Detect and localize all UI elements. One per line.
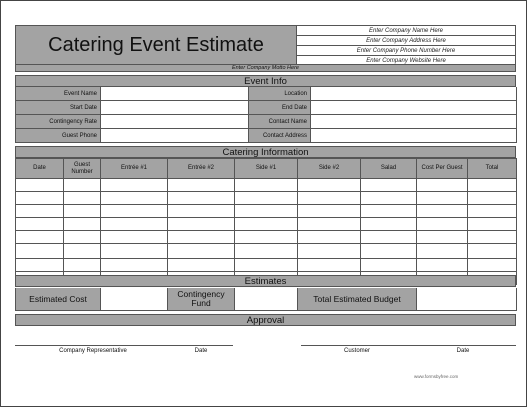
table-cell[interactable] [235,205,298,218]
contact-name-field[interactable] [311,115,517,129]
table-cell[interactable] [361,205,417,218]
table-cell[interactable] [16,179,64,192]
column-header: Entrée #1 [101,159,168,179]
table-cell[interactable] [16,259,64,272]
catering-info-heading: Catering Information [15,146,516,158]
contact-name-label: Contact Name [249,115,311,129]
table-cell[interactable] [101,259,168,272]
table-cell[interactable] [101,192,168,205]
column-header: Salad [361,159,417,179]
table-cell[interactable] [417,192,468,205]
representative-label: Company Representative [59,348,127,354]
table-cell[interactable] [101,231,168,244]
table-cell[interactable] [16,244,64,259]
table-cell[interactable] [168,205,235,218]
guest-phone-field[interactable] [101,129,249,143]
estimated-cost-field[interactable] [101,288,168,311]
footer-url: www.formsbyfree.com [414,374,459,379]
company-address-field[interactable]: Enter Company Address Here [297,36,515,46]
representative-date-label: Date [194,348,208,354]
table-cell[interactable] [16,231,64,244]
table-cell[interactable] [468,231,517,244]
table-cell[interactable] [417,179,468,192]
contingency-fund-label: Contingency Fund [168,288,235,311]
table-cell[interactable] [101,218,168,231]
table-row [16,218,517,231]
contact-address-label: Contact Address [249,129,311,143]
table-cell[interactable] [468,205,517,218]
location-field[interactable] [311,87,517,101]
event-name-label: Event Name [16,87,101,101]
total-budget-label: Total Estimated Budget [298,288,417,311]
company-info [297,25,516,65]
table-cell[interactable] [235,244,298,259]
table-cell[interactable] [417,259,468,272]
table-cell[interactable] [235,179,298,192]
location-label: Location [249,87,311,101]
contingency-rate-field[interactable] [101,115,249,129]
table-row [16,259,517,272]
start-date-field[interactable] [101,101,249,115]
table-cell[interactable] [168,244,235,259]
table-cell[interactable] [417,218,468,231]
company-motto-field[interactable]: Enter Company Motto Here [15,65,516,72]
customer-label: Customer [343,348,370,354]
table-cell[interactable] [235,218,298,231]
table-cell[interactable] [168,179,235,192]
table-cell[interactable] [468,179,517,192]
contingency-fund-field[interactable] [235,288,298,311]
catering-rows [16,179,517,285]
table-row [16,231,517,244]
table-cell[interactable] [168,218,235,231]
table-cell[interactable] [468,192,517,205]
catering-header-row [16,159,517,179]
table-cell[interactable] [361,259,417,272]
column-header: Side #2 [298,159,361,179]
contact-address-field[interactable] [311,129,517,143]
table-cell[interactable] [468,218,517,231]
table-cell[interactable] [361,218,417,231]
table-cell[interactable] [417,231,468,244]
table-cell[interactable] [468,244,517,259]
table-cell[interactable] [298,179,361,192]
customer-signature-line[interactable] [301,345,516,346]
column-header: Total [468,159,517,179]
company-website-field[interactable]: Enter Company Website Here [366,58,446,64]
event-name-field[interactable] [101,87,249,101]
company-name-field[interactable]: Enter Company Name Here [297,26,515,36]
customer-date-label: Date [456,348,470,354]
form-header [15,25,516,71]
table-cell[interactable] [417,244,468,259]
table-cell[interactable] [168,192,235,205]
estimates-heading: Estimates [15,275,516,287]
catering-table [15,158,517,285]
guest-phone-label: Guest Phone [16,129,101,143]
column-header: Entrée #2 [168,159,235,179]
table-row [16,244,517,259]
table-row [16,179,517,192]
event-info-heading: Event Info [15,75,516,87]
estimated-cost-label: Estimated Cost [16,288,101,311]
table-cell[interactable] [235,259,298,272]
table-cell[interactable] [298,244,361,259]
end-date-field[interactable] [311,101,517,115]
table-cell[interactable] [64,179,101,192]
table-row [16,205,517,218]
table-cell[interactable] [298,205,361,218]
table-cell[interactable] [64,192,101,205]
table-cell[interactable] [168,259,235,272]
event-info-grid [15,87,516,143]
table-cell[interactable] [361,244,417,259]
table-cell[interactable] [298,231,361,244]
representative-signature-line[interactable] [15,345,233,346]
table-cell[interactable] [101,244,168,259]
total-budget-field[interactable] [417,288,517,311]
table-cell[interactable] [64,231,101,244]
table-cell[interactable] [361,192,417,205]
table-cell[interactable] [101,179,168,192]
table-cell[interactable] [235,231,298,244]
form-title: Catering Event Estimate [15,25,297,65]
table-cell[interactable] [468,259,517,272]
table-cell[interactable] [64,205,101,218]
table-cell[interactable] [298,218,361,231]
table-cell[interactable] [235,192,298,205]
column-header: Date [16,159,64,179]
start-date-label: Start Date [16,101,101,115]
column-header: Guest Number [64,159,101,179]
company-phone-field[interactable]: Enter Company Phone Number Here [297,46,515,56]
end-date-label: End Date [249,101,311,115]
table-cell[interactable] [64,259,101,272]
column-header: Cost Per Guest [417,159,468,179]
table-cell[interactable] [168,231,235,244]
approval-heading: Approval [15,314,516,326]
contingency-rate-label: Contingency Rate [16,115,101,129]
table-row [16,192,517,205]
table-cell[interactable] [298,192,361,205]
table-cell[interactable] [361,179,417,192]
table-cell[interactable] [64,218,101,231]
table-cell[interactable] [16,205,64,218]
table-cell[interactable] [361,231,417,244]
table-cell[interactable] [417,205,468,218]
table-cell[interactable] [101,205,168,218]
column-header: Side #1 [235,159,298,179]
table-cell[interactable] [64,244,101,259]
table-cell[interactable] [298,259,361,272]
table-cell[interactable] [16,192,64,205]
table-cell[interactable] [16,218,64,231]
estimates-grid [15,288,516,311]
